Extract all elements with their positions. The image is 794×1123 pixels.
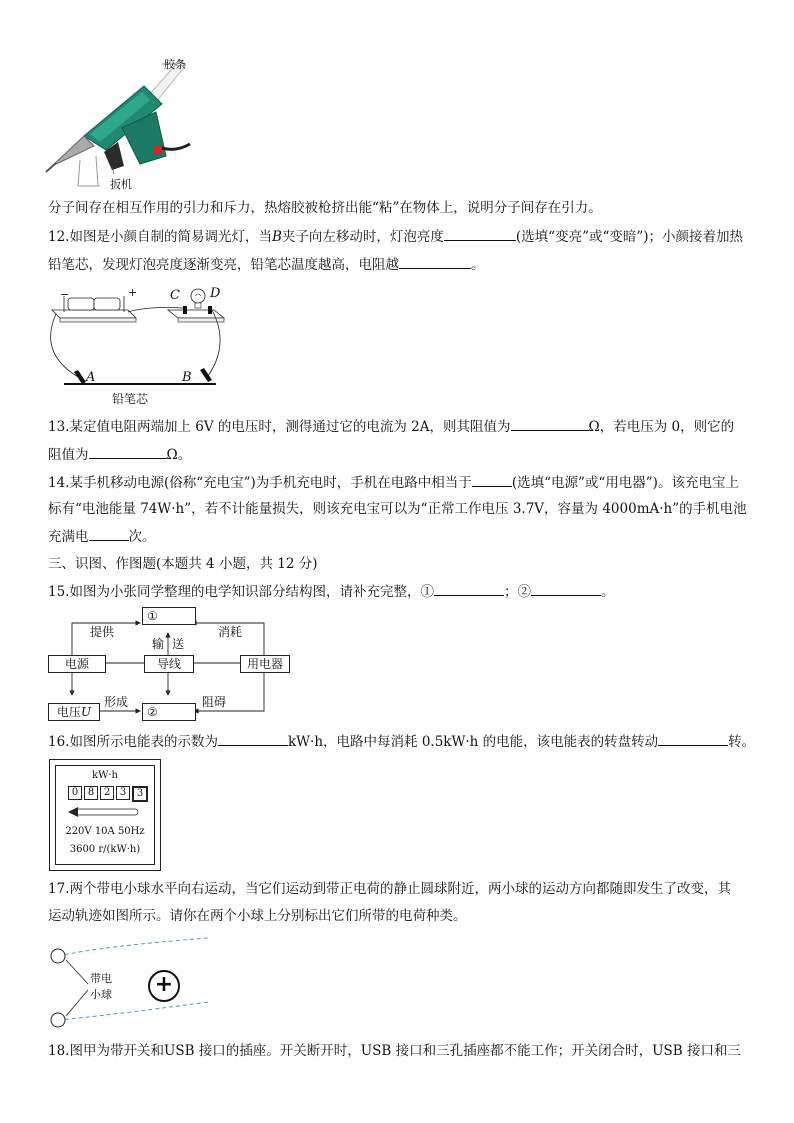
terminal-c-label: C [170,288,180,303]
diagram-block-label: 阻碍 [202,695,227,709]
q12-text-e: 。 [471,257,485,273]
q13-text-b: Ω，若电压为 0，则它的 [588,419,735,435]
q12-blank-1[interactable] [444,226,516,241]
diagram-box-2-label: ② [147,705,158,719]
q15-text-a: 15.如图为小张同学整理的电学知识部分结构图，请补充完整，① [48,584,434,600]
q13-line-1 [48,416,734,437]
q16-blank-2[interactable] [658,731,728,746]
diagram-transmit-label-2: 送 [172,637,185,651]
q16-text-b: kW·h，电路中每消耗 0.5kW·h 的电能，该电能表的转盘转动 [287,734,659,750]
charged-balls-illustration [44,932,220,1034]
q13-text-a: 13.某定值电阻两端加上 6V 的电压时，测得通过它的电流为 2A，则其阻值为 [48,419,511,435]
charged-balls-figure [44,932,220,1034]
meter-rating: 220V 10A 50Hz [65,826,145,837]
q14-text-a: 14.某手机移动电源(俗称“充电宝”)为手机充电时，手机在电路中相当于 [48,475,472,491]
q16-blank-1[interactable] [218,731,288,746]
q17-line-2: 运动轨迹如图所示。请你在两个小球上分别标出它们所带的电荷种类。 [48,908,467,924]
diagram-voltage-var: U [80,705,92,719]
q14-line-3 [48,526,156,547]
clip-a-label: A [86,370,96,385]
clip-b-label: B [182,370,192,385]
q15-text-b: ；② [503,584,531,600]
diagram-box-1 [142,607,196,625]
q15-blank-1[interactable] [434,581,504,596]
glue-gun-figure [44,48,204,193]
q16-text-a: 16.如图所示电能表的示数为 [48,734,218,750]
positive-charge-symbol: + [154,972,174,997]
diagram-box-wire [144,655,194,673]
diagram-appliance-label: 用电器 [246,657,283,671]
section-3-heading: 三、识图、作图题(本题共 4 小题，共 12 分) [48,556,318,572]
q14-blank-2[interactable] [89,526,129,541]
q13-text-d: Ω。 [166,447,192,463]
q13-line-2 [48,444,191,465]
q12-text-d: 铅笔芯，发现灯泡亮度逐渐变亮，铅笔芯温度越高，电阻越 [48,257,399,273]
knowledge-diagram [44,605,294,723]
battery-minus-sign: − [60,288,70,301]
meter-decimal-digit: 3 [132,786,148,802]
meter-unit: kW·h [92,770,118,781]
charged-ball-label-1: 带电 [90,972,112,985]
q14-blank-1[interactable] [472,472,512,487]
q18-line-1: 18.图甲为带开关和USB 接口的插座。开关断开时，USB 接口和三孔插座都不能工作；开关闭合时，USB 接口和三 [48,1043,741,1059]
q17-line-1: 17.两个带电小球水平向右运动，当它们运动到带正电荷的静止圆球附近，两小球的运动方向都随即发生了改变，其 [48,881,731,897]
q14-text-d: 充满电 [48,529,89,545]
q14-line-2: 标有“电池能量 74W·h”，若不计能量损失，则该充电宝可以为“正常工作电压 3.7V，容量为 4000mA·h”的手机电池 [48,501,747,517]
q15-blank-2[interactable] [531,581,601,596]
q12-var-b: B [271,229,282,245]
q12-blank-2[interactable] [399,254,471,269]
meter-digit: 0 [68,786,82,800]
q14-text-b: (选填“电源”或“用电器”)。该充电宝上 [511,475,739,491]
diagram-wire-label: 导线 [156,657,181,671]
diagram-box-appliance [240,655,290,673]
diagram-form-label: 形成 [104,695,129,709]
diagram-box-1-label: ① [147,609,158,623]
meter-disk-arrow [68,806,142,818]
meter-digit: 8 [84,786,98,800]
pencil-lead-caption: 铅笔芯 [112,392,149,406]
q13-blank-2[interactable] [89,444,167,459]
dimmer-circuit-figure [44,284,234,408]
diagram-box-voltage [48,703,100,721]
diagram-transmit-label-1: 输 [152,637,165,651]
diagram-box-source [48,655,106,673]
diagram-source-label: 电源 [64,657,89,671]
meter-constant: 3600 r/(kW·h) [69,844,141,855]
q13-text-c: 阻值为 [48,447,89,463]
charged-ball-label-2: 小球 [90,988,112,1001]
diagram-box-2 [142,703,196,721]
q12-text-b: 夹子向左移动时，灯泡亮度 [281,229,444,245]
diagram-consume-label: 消耗 [218,625,243,639]
meter-digit: 2 [100,786,114,800]
q15-line [48,581,614,602]
q16-text-c: 转。 [728,734,756,750]
q13-blank-1[interactable] [511,416,589,431]
q14-line-1 [48,472,739,493]
meter-digit-row [68,786,148,800]
meter-digit: 3 [116,786,130,800]
battery-plus-sign: + [128,286,138,299]
trigger-label: 扳机 [110,178,132,191]
diagram-voltage-label: 电压 [56,705,81,719]
q12-line-1 [48,226,743,247]
q12-text-c: (选填“变亮”或“变暗”)；小颜接着加热 [515,229,744,245]
q12-text-a: 12.如图是小颜自制的简易调光灯，当 [48,229,272,245]
electric-meter [49,759,161,871]
glue-stick-label: 胶条 [164,58,186,71]
q12-line-2 [48,254,485,275]
terminal-d-label: D [210,286,221,301]
q15-text-c: 。 [600,584,615,600]
q16-line [48,731,755,752]
q11-conclusion: 分子间存在相互作用的引力和斥力，热熔胶被枪挤出能“粘”在物体上，说明分子间存在引力。 [48,200,602,216]
diagram-supply-label: 提供 [90,625,115,639]
q14-text-e: 次。 [128,529,156,545]
